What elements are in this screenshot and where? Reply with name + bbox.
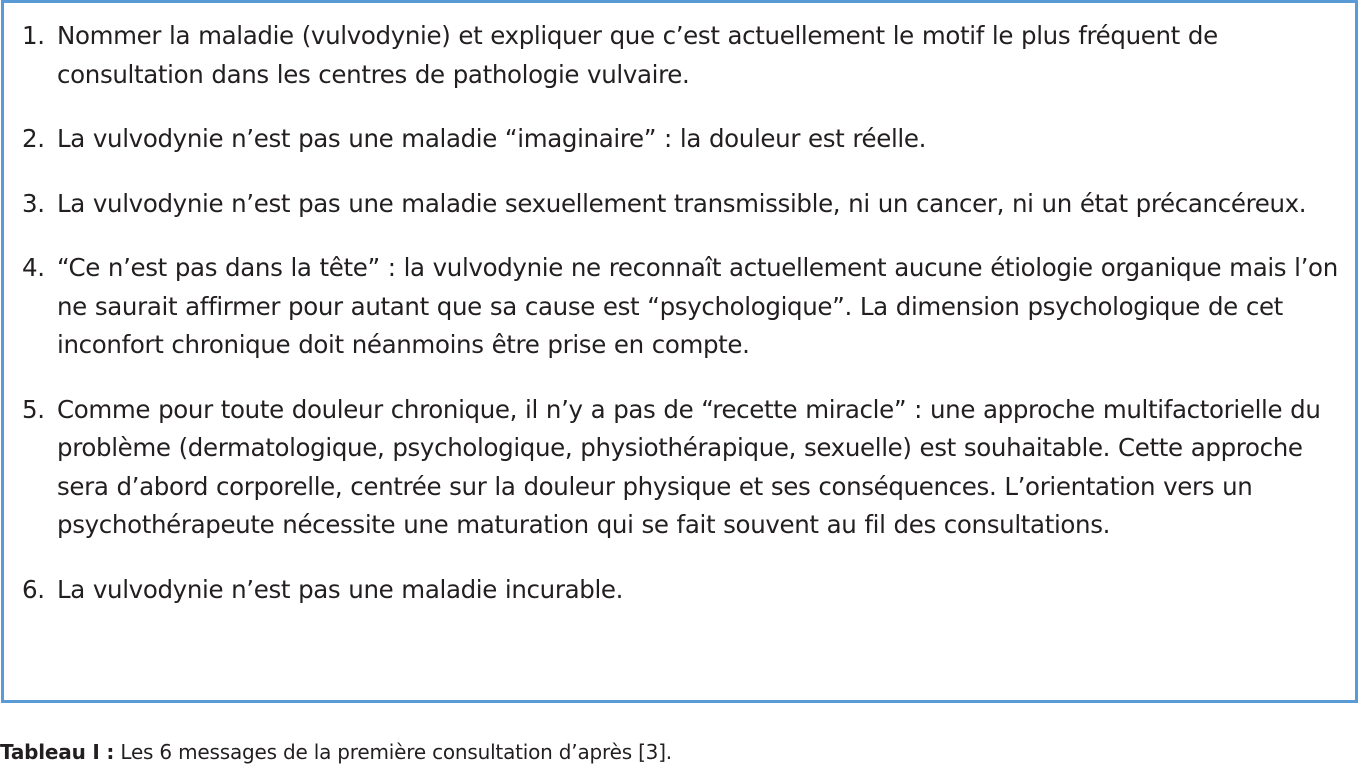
item-text: Nommer la maladie (vulvodynie) et expliquer que c’est actuellement le motif le plus fréquent de consultation dans les centres de pathologie vulvaire. (57, 21, 1218, 89)
caption-text: Les 6 messages de la première consultation d’après [3]. (114, 740, 672, 764)
item-number: 1. (22, 21, 45, 50)
message-list (22, 17, 1344, 609)
item-text: La vulvodynie n’est pas une maladie sexuellement transmissible, ni un cancer, ni un état précancéreux. (57, 188, 1307, 218)
table-caption (0, 738, 672, 766)
list-item (22, 391, 1344, 545)
item-number: 3. (22, 188, 45, 218)
item-number: 4. (22, 253, 45, 282)
list-item (22, 17, 1344, 94)
list-item (22, 185, 1344, 224)
item-text: La vulvodynie n’est pas une maladie “imaginaire” : la douleur est réelle. (57, 124, 927, 153)
table-box (1, 0, 1358, 703)
item-number: 6. (22, 574, 45, 604)
list-item (22, 571, 1344, 610)
list-item (22, 249, 1344, 365)
item-text: “Ce n’est pas dans la tête” : la vulvodynie ne reconnaît actuellement aucune étiologie organique mais l’on ne saurait affirmer pour autant que sa cause est “psychologique”. La dimension psychologique de cet inconfort chronique doit néanmoins être prise en compte. (57, 253, 1338, 359)
caption-label: Tableau I : (0, 740, 115, 764)
list-item (22, 120, 1344, 159)
item-number: 2. (22, 124, 45, 153)
item-text: La vulvodynie n’est pas une maladie incurable. (57, 574, 624, 604)
item-number: 5. (22, 394, 45, 424)
item-text: Comme pour toute douleur chronique, il n’y a pas de “recette miracle” : une approche multifactorielle du problème (dermatologique, psychologique, physiothérapique, sexuelle) est souhaitable. Cette approche sera d’abord corporelle, centrée sur la douleur physique et ses conséquences. L’orientation vers un psychothérapeute nécessite une maturation qui se fait souvent au fil des consultations. (57, 394, 1321, 539)
